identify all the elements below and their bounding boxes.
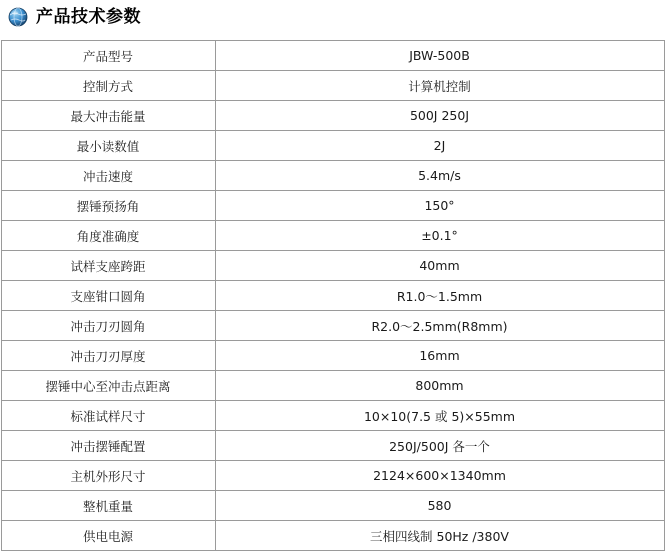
spec-value: 三相四线制 50Hz /380V — [215, 521, 664, 551]
spec-label: 摆锤预扬角 — [1, 191, 215, 221]
spec-label: 冲击刀刃厚度 — [1, 341, 215, 371]
spec-label: 整机重量 — [1, 491, 215, 521]
spec-label: 摆锤中心至冲击点距离 — [1, 371, 215, 401]
spec-value: 5.4m/s — [215, 161, 664, 191]
table-row — [1, 161, 664, 191]
page-title: 产品技术参数 — [36, 7, 141, 27]
table-row — [1, 371, 664, 401]
spec-label: 最大冲击能量 — [1, 101, 215, 131]
table-row — [1, 461, 664, 491]
spec-label: 角度准确度 — [1, 221, 215, 251]
spec-value: R2.0～2.5mm(R8mm) — [215, 311, 664, 341]
table-row — [1, 341, 664, 371]
spec-label: 试样支座跨距 — [1, 251, 215, 281]
spec-value: 250J/500J 各一个 — [215, 431, 664, 461]
table-row — [1, 401, 664, 431]
spec-label: 产品型号 — [1, 41, 215, 71]
table-row — [1, 281, 664, 311]
spec-label: 控制方式 — [1, 71, 215, 101]
table-row — [1, 311, 664, 341]
table-row — [1, 131, 664, 161]
spec-label: 冲击刀刃圆角 — [1, 311, 215, 341]
spec-value: 580 — [215, 491, 664, 521]
spec-value: 2J — [215, 131, 664, 161]
spec-label: 支座钳口圆角 — [1, 281, 215, 311]
spec-value: JBW-500B — [215, 41, 664, 71]
spec-label: 冲击速度 — [1, 161, 215, 191]
spec-value: 500J 250J — [215, 101, 664, 131]
table-row — [1, 431, 664, 461]
spec-value: 16mm — [215, 341, 664, 371]
table-row — [1, 491, 664, 521]
spec-label: 冲击摆锤配置 — [1, 431, 215, 461]
page-header — [0, 0, 665, 32]
globe-icon — [8, 7, 28, 27]
spec-value: 计算机控制 — [215, 71, 664, 101]
spec-label: 标准试样尺寸 — [1, 401, 215, 431]
table-row — [1, 521, 664, 551]
spec-value: 150° — [215, 191, 664, 221]
spec-value: R1.0～1.5mm — [215, 281, 664, 311]
spec-label: 供电电源 — [1, 521, 215, 551]
spec-value: 40mm — [215, 251, 664, 281]
table-row — [1, 71, 664, 101]
table-row — [1, 41, 664, 71]
table-row — [1, 191, 664, 221]
spec-value: 2124×600×1340mm — [215, 461, 664, 491]
spec-value: ±0.1° — [215, 221, 664, 251]
spec-table-body — [1, 41, 664, 551]
table-row — [1, 101, 664, 131]
specification-table — [1, 40, 665, 551]
spec-value: 10×10(7.5 或 5)×55mm — [215, 401, 664, 431]
spec-label: 最小读数值 — [1, 131, 215, 161]
table-row — [1, 251, 664, 281]
spec-value: 800mm — [215, 371, 664, 401]
table-row — [1, 221, 664, 251]
spec-label: 主机外形尺寸 — [1, 461, 215, 491]
